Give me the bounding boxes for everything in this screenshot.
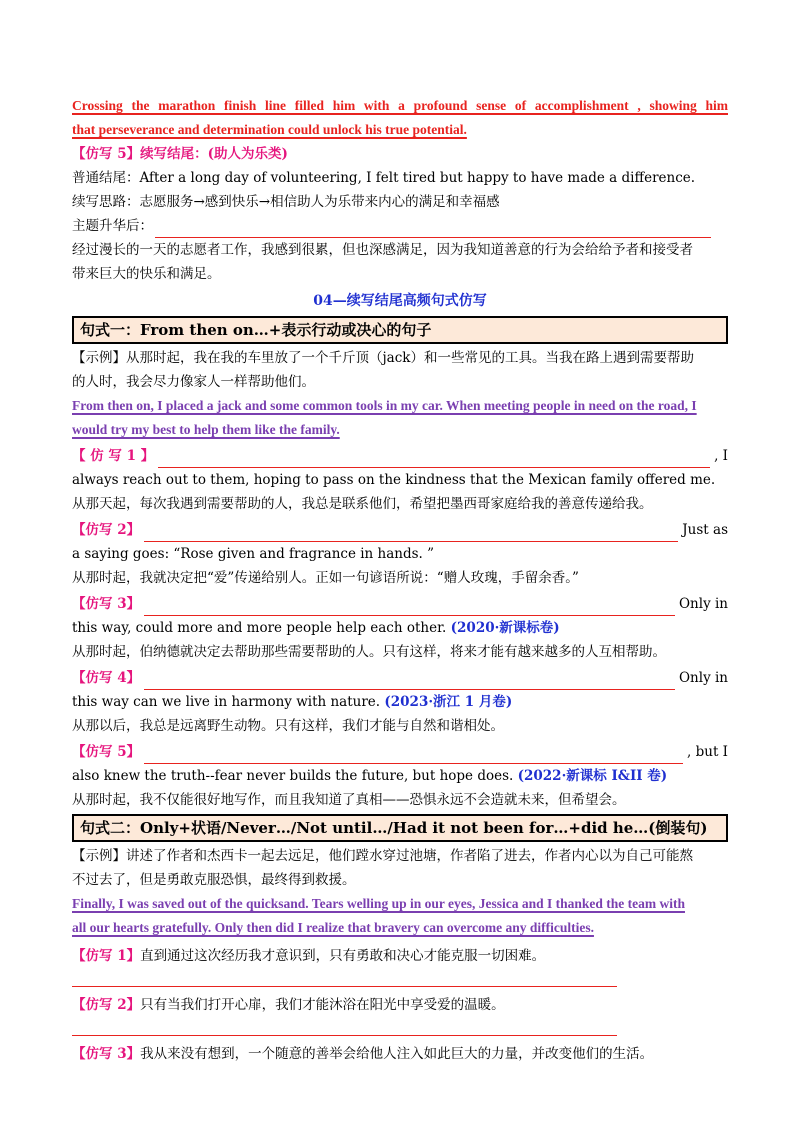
answer-blank[interactable] — [158, 451, 710, 468]
exercise-continuation: this way, could more and more people help each other. — [72, 620, 447, 636]
exam-source: (2023·浙江 1 月卷) — [384, 694, 513, 710]
theme-upgrade-label: 主题升华后： — [72, 218, 153, 234]
pattern-1-example-cn-1: 【示例】从那时起，我在我的车里放了一个千斤顶（jack）和一些常见的工具。当我在路上遇到需要帮助 — [72, 350, 694, 366]
pattern-1-example-en-2: would try my best to help them like the family. — [72, 422, 340, 437]
pattern-2-exercise-1 — [72, 944, 728, 987]
exercise-tag: 【仿写 1】 — [72, 948, 141, 964]
pattern-1-example-en-1: From then on, I placed a jack and some common tools in my car. When meeting people in need on the road, I — [72, 398, 697, 413]
writing-idea: 续写思路：志愿服务→感到快乐→相信助人为乐带来内心的满足和幸福感 — [72, 194, 500, 210]
exam-source: (2020·新课标卷) — [450, 620, 560, 636]
exercise-chinese: 从那时起，我不仅能很好地写作，而且我知道了真相——恐惧永远不会造就未来，但希望会。 — [72, 792, 626, 808]
exercise-continuation: this way can we live in harmony with nature. — [72, 694, 381, 710]
chinese-translation-line-2: 带来巨大的快乐和满足。 — [72, 266, 221, 282]
answer-blank[interactable] — [144, 599, 675, 616]
document-page — [72, 92, 728, 1066]
pattern-2-example-en — [72, 892, 728, 940]
answer-blank[interactable] — [144, 747, 683, 764]
answer-blank[interactable] — [72, 970, 617, 987]
section-title: 04—续写结尾高频句式仿写 — [313, 293, 487, 309]
pattern-1-exercise-4 — [72, 664, 728, 738]
pattern-2-exercise-3 — [72, 1042, 728, 1066]
exercise-tail: , but I — [687, 744, 728, 760]
exercise-tag: 【仿写 2】 — [72, 997, 141, 1013]
example-sentence-line-1: Crossing the marathon finish line filled him with a profound sense of accomplishment , showing him — [72, 98, 728, 113]
exercise-tail: , I — [714, 448, 728, 464]
answer-blank[interactable] — [155, 221, 711, 238]
imitation-5-heading: 【仿写 5】续写结尾：(助人为乐类) — [72, 146, 288, 162]
example-sentence — [72, 94, 728, 142]
answer-blank[interactable] — [144, 525, 678, 542]
exercise-chinese: 从那以后，我总是远离野生动物。只有这样，我们才能与自然和谐相处。 — [72, 718, 504, 734]
exercise-tail: Only in — [678, 670, 728, 686]
exercise-chinese: 从那时起，伯纳德就决定去帮助那些需要帮助的人。只有这样，将来才能有越来越多的人互相帮助。 — [72, 644, 666, 660]
pattern-2-exercise-2 — [72, 993, 728, 1036]
pattern-2-example-cn-2: 不过去了，但是勇敢克服恐惧，最终得到救援。 — [72, 872, 356, 888]
example-sentence-line-2: that perseverance and determination could unlock his true potential. — [72, 122, 467, 137]
pattern-1-title: 句式一：From then on…+表示行动或决心的句子 — [72, 316, 728, 344]
pattern-2-example-en-2: all our hearts gratefully. Only then did I realize that bravery can overcome any difficulties. — [72, 920, 594, 935]
exercise-continuation: also knew the truth--fear never builds the future, but hope does. — [72, 768, 514, 784]
exercise-tag: 【 仿 写 1 】 — [72, 448, 155, 464]
exercise-chinese: 从那天起，每次我遇到需要帮助的人，我总是联系他们，希望把墨西哥家庭给我的善意传递给我。 — [72, 496, 653, 512]
exercise-continuation: always reach out to them, hoping to pass on the kindness that the Mexican family offered me. — [72, 472, 716, 488]
pattern-1-exercise-1 — [72, 442, 728, 516]
pattern-1-exercise-2 — [72, 516, 728, 590]
exercise-tag: 【仿写 3】 — [72, 1046, 141, 1062]
exercise-tag: 【仿写 4】 — [72, 670, 141, 686]
exercise-chinese: 从那时起，我就决定把“爱”传递给别人。正如一句谚语所说：“赠人玫瑰，手留余香。” — [72, 570, 579, 586]
exercise-continuation: a saying goes: “Rose given and fragrance in hands. ” — [72, 546, 435, 562]
exercise-chinese: 只有当我们打开心扉，我们才能沐浴在阳光中享受爱的温暖。 — [140, 997, 505, 1013]
exercise-tag: 【仿写 5】 — [72, 744, 141, 760]
exam-source: (2022·新课标 I&II 卷) — [517, 768, 668, 784]
pattern-2-example-cn-1: 【示例】讲述了作者和杰西卡一起去远足，他们蹚水穿过池塘，作者陷了进去，作者内心以为自己可能熬 — [72, 848, 693, 864]
pattern-1-exercise-5 — [72, 738, 728, 812]
answer-blank[interactable] — [72, 1019, 617, 1036]
exercise-tail: Just as — [682, 522, 728, 538]
plain-ending: 普通结尾：After a long day of volunteering, I felt tired but happy to have made a difference. — [72, 170, 696, 186]
theme-upgrade-row — [72, 214, 728, 238]
pattern-2-title: 句式二：Only+状语/Never…/Not until…/Had it not been for…+did he…(倒装句) — [72, 814, 728, 842]
exercise-tail: Only in — [678, 596, 728, 612]
pattern-1-example-cn-2: 的人时，我会尽力像家人一样帮助他们。 — [72, 374, 315, 390]
exercise-chinese: 我从来没有想到，一个随意的善举会给他人注入如此巨大的力量，并改变他们的生活。 — [140, 1046, 654, 1062]
pattern-2-example-en-1: Finally, I was saved out of the quicksand. Tears welling up in our eyes, Jessica and I thanked the team with — [72, 896, 685, 911]
pattern-1-exercise-3 — [72, 590, 728, 664]
pattern-1-example-en — [72, 394, 728, 442]
exercise-chinese: 直到通过这次经历我才意识到，只有勇敢和决心才能克服一切困难。 — [140, 948, 546, 964]
exercise-tag: 【仿写 3】 — [72, 596, 141, 612]
chinese-translation-line-1: 经过漫长的一天的志愿者工作，我感到很累，但也深感满足，因为我知道善意的行为会给给予者和接受者 — [72, 242, 693, 258]
answer-blank[interactable] — [144, 673, 675, 690]
exercise-tag: 【仿写 2】 — [72, 522, 141, 538]
